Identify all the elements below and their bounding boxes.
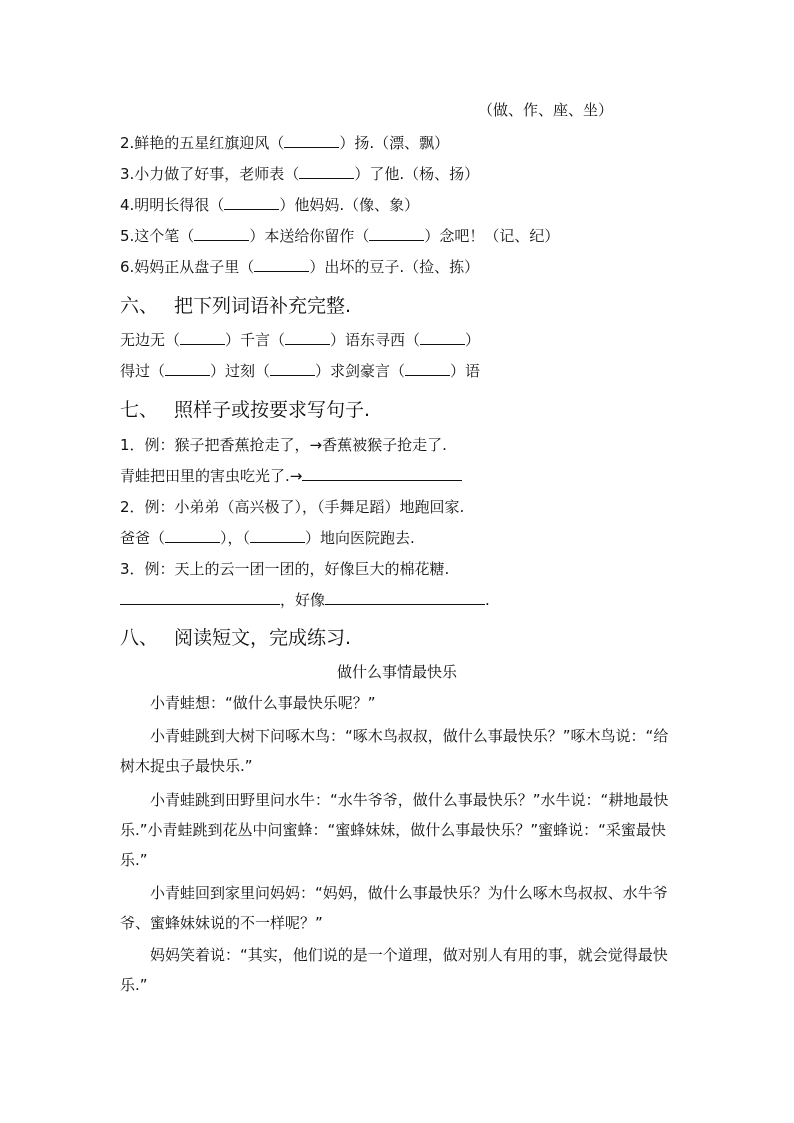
question-5 <box>120 225 559 247</box>
answer-blank[interactable] <box>369 226 424 241</box>
answer-blank[interactable] <box>224 195 279 210</box>
idiom-row-2 <box>120 360 480 382</box>
idiom-text: ）求剑豪言（ <box>315 362 406 380</box>
answer-line[interactable] <box>325 590 485 605</box>
idiom-text: ）语东寻西（ <box>330 331 421 349</box>
example-3: 3．例：天上的云一团一团的，好像巨大的棉花糖. <box>120 560 450 578</box>
answer-blank[interactable] <box>165 361 210 376</box>
story-paragraph-3: 小青蛙跳到田野里问水牛：“水牛爷爷，做什么事最快乐？”水牛说：“耕地最快乐.”小青蛙跳到花丛中问蜜蜂：“蜜蜂妹妹，做什么事最快乐？”蜜蜂说：“采蜜最快乐.” <box>120 791 669 869</box>
q3-text-a: 3.小力做了好事，老师表（ <box>120 165 300 183</box>
story-paragraph-1: 小青蛙想：“做什么事最快乐呢？” <box>150 694 376 712</box>
question-3 <box>120 163 479 185</box>
section-number: 七、 <box>120 399 159 421</box>
task-text: . <box>485 591 490 609</box>
answer-blank[interactable] <box>254 257 309 272</box>
idiom-text: 得过（ <box>120 362 166 380</box>
answer-blank[interactable] <box>194 226 249 241</box>
example-1: 1．例：猴子把香蕉抢走了，→香蕉被猴子抢走了. <box>120 436 447 454</box>
idiom-row-1 <box>120 329 480 351</box>
idiom-text: ）语 <box>450 362 481 380</box>
answer-line[interactable] <box>302 466 462 481</box>
idiom-text: ） <box>465 331 481 349</box>
answer-blank[interactable] <box>180 330 225 345</box>
q5-text-c: ）念吧！（记、纪） <box>424 227 560 245</box>
section-title: 照样子或按要求写句子. <box>174 399 371 421</box>
q3-text-b: ）了他.（杨、扬） <box>354 165 480 183</box>
idiom-text: 无边无（ <box>120 331 181 349</box>
answer-blank[interactable] <box>250 528 305 543</box>
task-text: ），（ <box>220 529 251 547</box>
task-text: ）地向医院跑去. <box>305 529 415 547</box>
section-number: 六、 <box>120 295 159 317</box>
q2-text-b: ）扬.（漂、飘） <box>339 134 450 152</box>
task-1 <box>120 465 462 487</box>
question-2 <box>120 132 449 154</box>
story-paragraph-5: 妈妈笑着说：“其实，他们说的是一个道理，做对别人有用的事，就会觉得最快乐.” <box>120 946 668 994</box>
section-title: 把下列词语补充完整. <box>174 295 352 317</box>
task-text: 爸爸（ <box>120 529 166 547</box>
question-6 <box>120 256 479 278</box>
q6-text-b: ）出坏的豆子.（捡、拣） <box>309 258 480 276</box>
task-3 <box>120 589 490 611</box>
section-number: 八、 <box>120 627 159 649</box>
answer-blank[interactable] <box>270 361 315 376</box>
answer-blank[interactable] <box>299 164 354 179</box>
answer-line[interactable] <box>120 590 280 605</box>
section-6-heading <box>120 292 351 320</box>
answer-blank[interactable] <box>284 133 339 148</box>
idiom-text: ）千言（ <box>225 331 286 349</box>
answer-blank[interactable] <box>405 361 450 376</box>
task-text: 青蛙把田里的害虫吃光了.→ <box>120 467 303 485</box>
q2-text-a: 2.鲜艳的五星红旗迎风（ <box>120 134 285 152</box>
section-8-heading <box>120 624 351 652</box>
idiom-text: ）过刻（ <box>210 362 271 380</box>
q4-text-b: ）他妈妈.（像、象） <box>279 196 420 214</box>
answer-blank[interactable] <box>285 330 330 345</box>
story-paragraph-2: 小青蛙跳到大树下问啄木鸟：“啄木鸟叔叔，做什么事最快乐？”啄木鸟说：“给树木捉虫子最快乐.” <box>120 727 669 775</box>
q6-text-a: 6.妈妈正从盘子里（ <box>120 258 255 276</box>
answer-blank[interactable] <box>165 528 220 543</box>
q5-text-b: ）本送给你留作（ <box>249 227 370 245</box>
task-2 <box>120 527 415 549</box>
example-2: 2．例：小弟弟（高兴极了），（手舞足蹈）地跑回家. <box>120 498 465 516</box>
story-paragraph-4: 小青蛙回到家里问妈妈：“妈妈，做什么事最快乐？为什么啄木鸟叔叔、水牛爷爷、蜜蜂妹妹说的不一样呢？” <box>120 884 668 932</box>
question-4 <box>120 194 419 216</box>
section-title: 阅读短文，完成练习. <box>174 627 352 649</box>
q4-text-a: 4.明明长得很（ <box>120 196 225 214</box>
answer-blank[interactable] <box>420 330 465 345</box>
section-7-heading <box>120 396 370 424</box>
options-hint: （做、作、座、坐） <box>478 101 614 119</box>
task-text: ，好像 <box>280 591 326 609</box>
story-title: 做什么事情最快乐 <box>336 663 457 681</box>
q5-text-a: 5.这个笔（ <box>120 227 195 245</box>
